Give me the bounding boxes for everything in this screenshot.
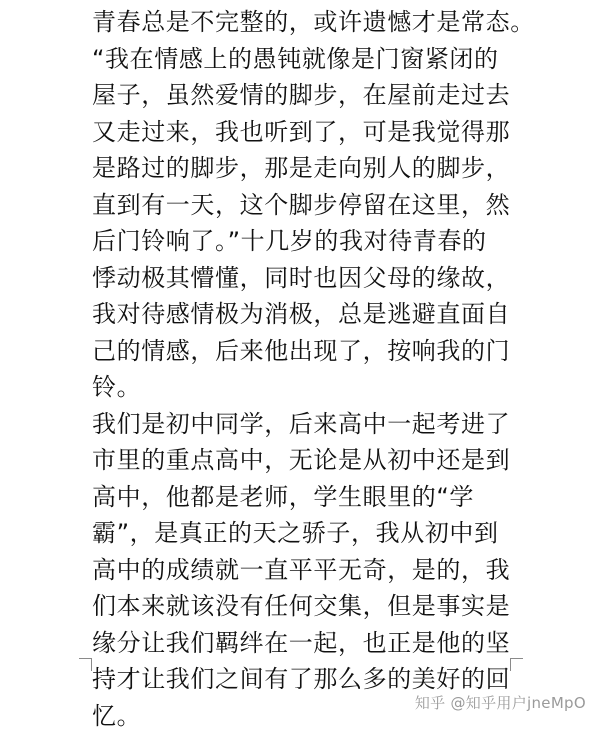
text-line: 悸动极其懵懂，同时也因父母的缘故， xyxy=(92,260,532,297)
text-line: “我在情感上的愚钝就像是门窗紧闭的 xyxy=(92,41,532,78)
article-text xyxy=(92,4,532,734)
text-line: 持才让我们之间有了那么多的美好的回 xyxy=(92,661,532,698)
text-line: 高中，他都是老师，学生眼里的“学 xyxy=(92,479,532,516)
text-line: 是路过的脚步，那是走向别人的脚步， xyxy=(92,150,532,187)
crop-mark-left xyxy=(79,658,92,671)
text-line: 霸”，是真正的天之骄子，我从初中到 xyxy=(92,515,532,552)
text-line: 青春总是不完整的，或许遗憾才是常态。 xyxy=(92,4,532,41)
text-line: 又走过来，我也听到了，可是我觉得那 xyxy=(92,114,532,151)
text-line: 们本来就该没有任何交集，但是事实是 xyxy=(92,588,532,625)
text-line: 后门铃响了。”十几岁的我对待青春的 xyxy=(92,223,532,260)
text-line: 忆。 xyxy=(92,698,532,734)
watermark: 知乎 @知乎用户jneMpO xyxy=(415,692,586,713)
text-line: 直到有一天，这个脚步停留在这里，然 xyxy=(92,187,532,224)
text-line: 屋子，虽然爱情的脚步，在屋前走过去 xyxy=(92,77,532,114)
text-line: 我们是初中同学，后来高中一起考进了 xyxy=(92,406,532,443)
text-line: 己的情感，后来他出现了，按响我的门 xyxy=(92,333,532,370)
crop-mark-right xyxy=(510,658,523,671)
text-line: 我对待感情极为消极，总是逃避直面自 xyxy=(92,296,532,333)
text-line: 市里的重点高中，无论是从初中还是到 xyxy=(92,442,532,479)
text-line: 铃。 xyxy=(92,369,532,406)
text-line: 高中的成绩就一直平平无奇，是的，我 xyxy=(92,552,532,589)
text-line: 缘分让我们羁绊在一起，也正是他的坚 xyxy=(92,625,532,662)
